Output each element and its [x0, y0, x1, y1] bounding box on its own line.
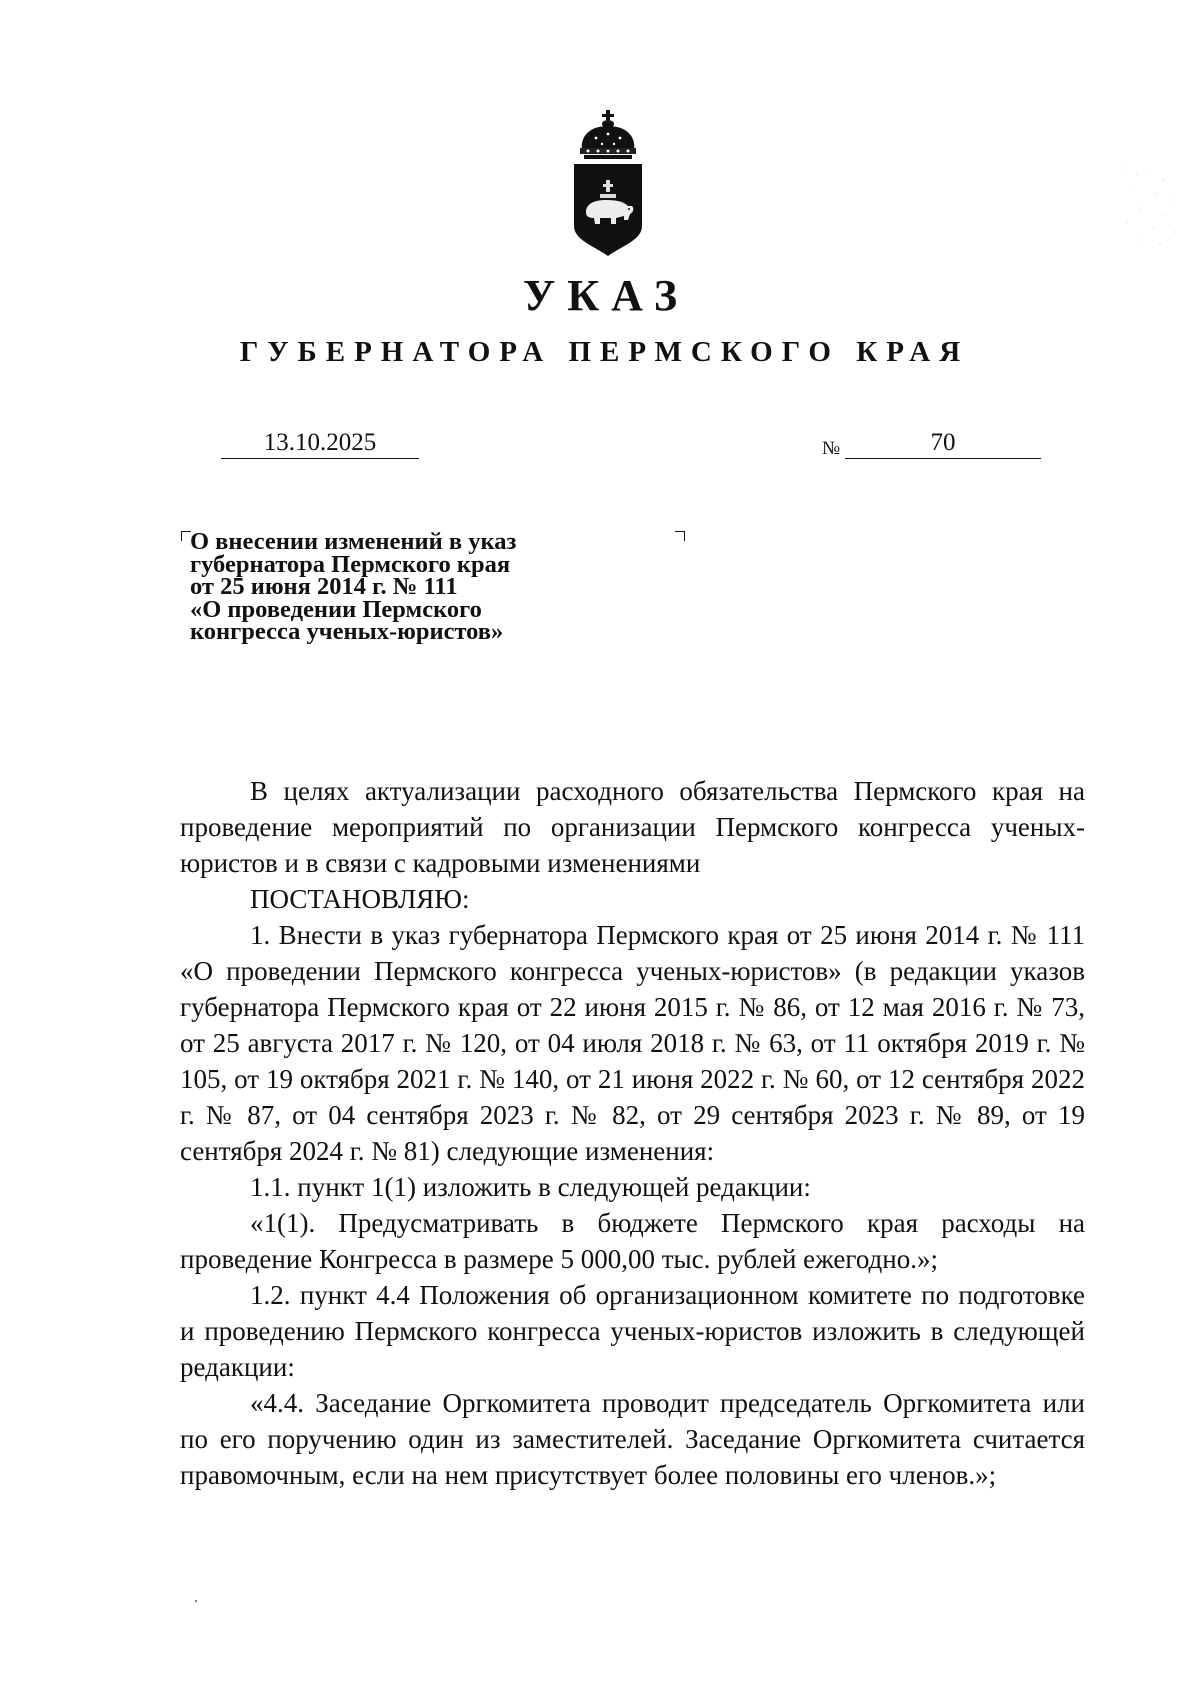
body-paragraph-item-1-2: 1.2. пункт 4.4 Положения об организационном комитете по подготовке и проведению Пермского конгресса ученых-юристов изложить в следующей редакции: [180, 1280, 1085, 1382]
document-title: УКАЗ [522, 271, 690, 320]
document-date: 13.10.2025 [221, 428, 419, 459]
coat-of-arms-icon [566, 108, 650, 258]
subject-line: губернатора Пермского края [190, 550, 511, 578]
subject-bracket-right [675, 531, 685, 541]
body-paragraph-decree: ПОСТАНОВЛЯЮ: [250, 884, 470, 914]
subject-line: «О проведении Пермского [190, 595, 482, 623]
body-paragraph-item-1-1: 1.1. пункт 1(1) изложить в следующей редакции: [250, 1172, 811, 1202]
crown-icon [580, 110, 636, 159]
number-sign: № [822, 438, 841, 459]
body-paragraph-quote-1-2: «4.4. Заседание Оргкомитета проводит председатель Оргкомитета или по его поручению один из заместителей. Заседание Оргкомитета считается правомочным, если на нем присутствует более половины его членов.»; [180, 1388, 1085, 1490]
subject-line: конгресса ученых-юристов» [190, 618, 504, 645]
body-paragraph-preamble: В целях актуализации расходного обязательства Пермского края на проведение мероприятий по организации Пермского конгресса ученых-юристов и в связи с кадровыми изменениями [180, 776, 1085, 878]
subject-line: О внесении изменений в указ [190, 528, 517, 555]
body-paragraph-quote-1-1: «1(1). Предусматривать в бюджете Пермского края расходы на проведение Конгресса в размере 5 000,00 тыс. рублей ежегодно.»; [180, 1208, 1085, 1274]
shield-icon [574, 164, 642, 256]
body-paragraph-item-1: 1. Внести в указ губернатора Пермского края от 25 июня 2014 г. № 111 «О проведении Пермского конгресса ученых-юристов» (в редакции указов губернатора Пермского края от 22 июня 2015 г. № 86, от 12 мая 2016 г. № 73, от 25 августа 2017 г. № 120, от 04 июля 2018 г. № 63, от 11 октября 2019 г. № 105, от 19 октября 2021 г. № 140, от 21 июня 2022 г. № 60, от 12 сентября 2022 г. № 87, от 04 сентября 2023 г. № 82, от 29 сентября 2023 г. № 89, от 19 сентября 2024 г. № 81) следующие изменения: [180, 920, 1085, 1166]
document-body [180, 773, 1085, 1493]
document-subject [190, 528, 610, 645]
scan-dot [195, 1600, 197, 1602]
document-issuer: ГУБЕРНАТОРА ПЕРМСКОГО КРАЯ [239, 336, 970, 368]
subject-line: от 25 июня 2014 г. № 111 [190, 573, 458, 600]
scan-noise [1115, 160, 1185, 250]
document-number: 70 [845, 428, 1041, 459]
